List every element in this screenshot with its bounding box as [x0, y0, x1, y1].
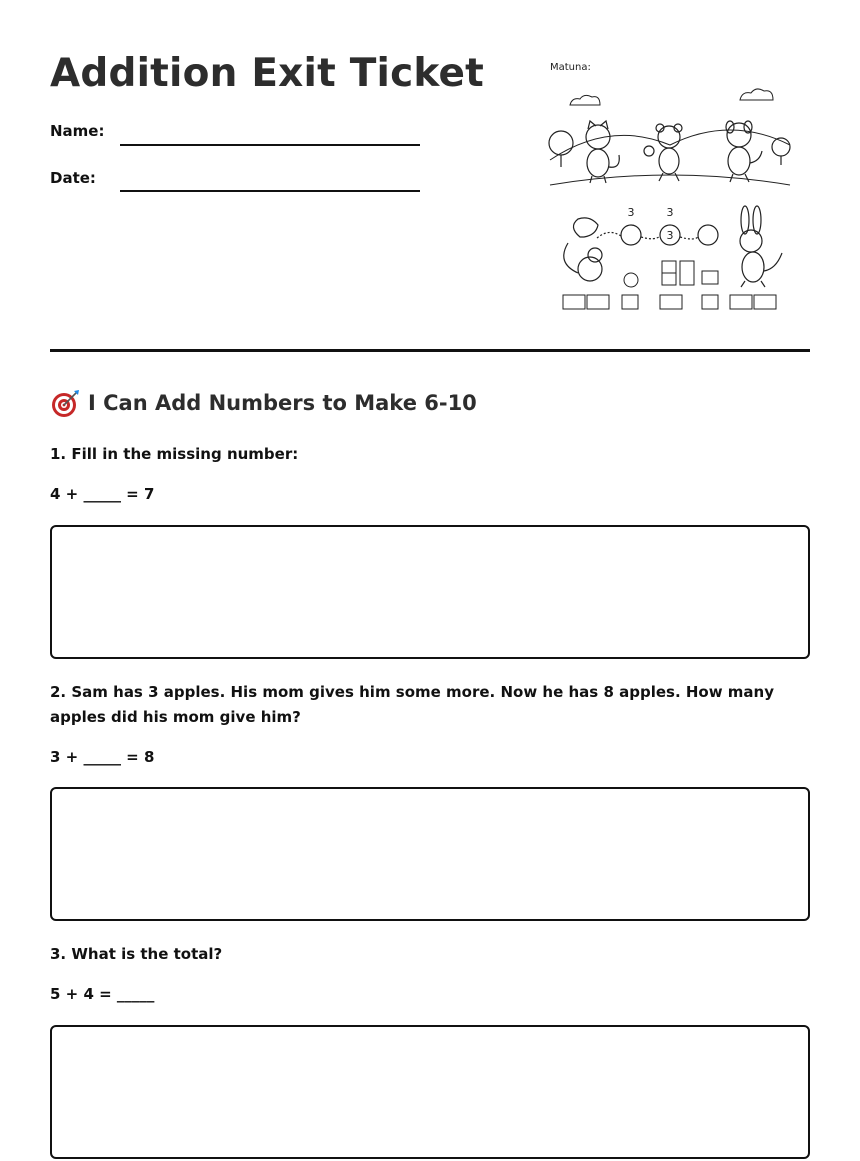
date-label: Date:	[50, 169, 96, 187]
section-heading-text: I Can Add Numbers to Make 6-10	[88, 391, 477, 415]
target-dart-icon	[50, 388, 80, 418]
illustration-number: 3	[627, 206, 635, 219]
illustration-number: 3	[666, 206, 674, 219]
question-2-equation: 3 + _____ = 8	[50, 748, 155, 766]
question-3-equation: 5 + 4 = _____	[50, 985, 155, 1003]
squirrel-icon	[564, 218, 602, 281]
page-title: Addition Exit Ticket	[50, 51, 484, 96]
answer-box-2[interactable]	[50, 787, 810, 921]
rabbit-icon	[740, 206, 782, 287]
question-1-equation: 4 + _____ = 7	[50, 485, 155, 503]
section-heading	[50, 388, 477, 418]
cat-icon	[586, 121, 619, 183]
question-2-prompt: 2. Sam has 3 apples. His mom gives him some more. Now he has 8 apples. How many apples did his mom give him?	[50, 683, 775, 726]
name-field[interactable]	[120, 144, 420, 146]
counting-boxes-icon	[563, 261, 776, 309]
question-1-prompt: 1. Fill in the missing number:	[50, 445, 299, 463]
name-label: Name:	[50, 122, 105, 140]
date-field[interactable]	[120, 190, 420, 192]
answer-box-1[interactable]	[50, 525, 810, 659]
illustration-caption: Matuna:	[550, 62, 591, 73]
header-divider	[50, 349, 810, 352]
number-bond-icon	[597, 225, 718, 245]
question-3-prompt: 3. What is the total?	[50, 945, 223, 963]
mouse-icon	[644, 124, 682, 181]
illustration-number: 3	[666, 229, 674, 242]
worksheet-illustration	[545, 55, 795, 320]
answer-box-3[interactable]	[50, 1025, 810, 1159]
cloud-icon	[570, 89, 773, 105]
